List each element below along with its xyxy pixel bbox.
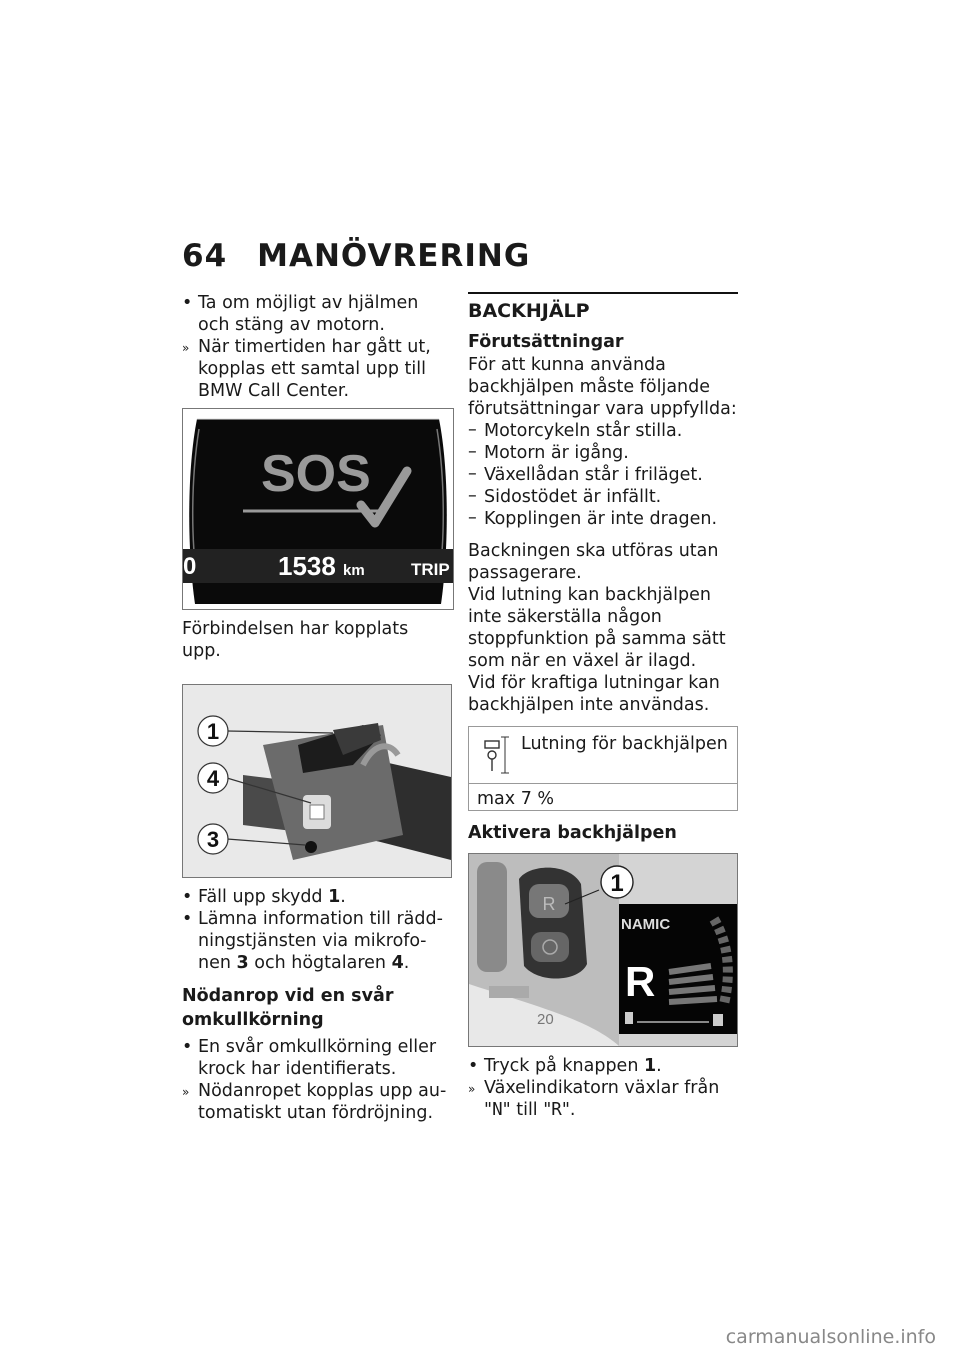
reverse-button-figure	[468, 853, 738, 1047]
paragraph: Vid för kraftiga lutningar kan backhjälpen inte användas.	[468, 673, 720, 715]
conditions-list	[468, 420, 738, 530]
trip-label: TRIP	[411, 560, 450, 579]
list-item-text: Motorn är igång.	[484, 443, 629, 463]
incline-icon	[481, 733, 515, 777]
fuel-icon	[713, 1014, 723, 1026]
callout-3: 3	[206, 827, 220, 852]
intro-paragraph: För att kunna använda backhjälpen måste följande förutsättningar vara uppfyllda:	[468, 355, 737, 419]
spec-value: max 7 %	[477, 789, 555, 809]
temperature-icon	[625, 1012, 633, 1024]
list-item: – Kopplingen är inte dragen.	[468, 508, 718, 529]
page-header	[182, 238, 530, 274]
list-item: – Motorn är igång.	[468, 442, 629, 463]
bullet-item: • En svår omkullkörning eller krock har identifierats.	[182, 1037, 437, 1079]
result-text: ".	[561, 1100, 576, 1120]
spec-label: Lutning för backhjälpen	[521, 734, 728, 754]
bullet-text: Lämna information till räddningstjänsten via mikrofonen	[198, 909, 443, 973]
right-column	[468, 292, 738, 1121]
result-item: » Nödanropet kopplas upp automatiskt utan fördröjning.	[182, 1081, 447, 1123]
riding-mode: NAMIC	[621, 916, 671, 933]
gear-code: N	[492, 1100, 503, 1120]
sos-display-figure	[182, 408, 454, 610]
result-item: » Växelindikatorn växlar från "N" till "R".	[468, 1078, 720, 1120]
subheading: Nödanrop vid en svår omkullkörning	[182, 986, 394, 1030]
list-item-text: Motorcykeln står stilla.	[484, 421, 683, 441]
result-text: Nödanropet kopplas upp automatiskt utan fördröjning.	[198, 1081, 447, 1123]
speed-20: 20	[537, 1011, 554, 1028]
r-button-label: R	[542, 894, 556, 914]
list-item-text: Sidostödet är infällt.	[484, 487, 662, 507]
paragraph: Vid lutning kan backhjälpen inte säkerställa någon stoppfunktion på samma sätt som när en växel är ilagd.	[468, 585, 726, 671]
bullet-text: och högtalaren	[248, 953, 392, 973]
ref-number: 4	[391, 953, 404, 973]
list-item: – Sidostödet är infällt.	[468, 486, 662, 507]
handlebar-graphic	[183, 685, 451, 877]
odometer-left-digit: 0	[183, 553, 197, 580]
subheading: Förutsättningar	[468, 332, 624, 352]
section-heading: BACKHJÄLP	[468, 292, 738, 322]
bullet-text: .	[340, 887, 346, 907]
ref-number: 1	[328, 887, 341, 907]
bullet-text: En svår omkullkörning eller krock har identifierats.	[198, 1037, 437, 1079]
sos-text: SOS	[261, 445, 371, 503]
list-item-text: Växellådan står i friläget.	[484, 465, 703, 485]
callout-1: 1	[206, 719, 220, 744]
page-number: 64	[182, 238, 228, 274]
bullet-text: Ta om möjligt av hjälmen och stäng av motorn.	[198, 293, 419, 335]
bullet-text: Tryck på knappen	[484, 1056, 644, 1076]
bullet-item: • Fäll upp skydd 1.	[182, 887, 346, 907]
bullet-text: Fäll upp skydd	[198, 887, 329, 907]
list-item-text: Kopplingen är inte dragen.	[484, 509, 718, 529]
spec-header	[469, 727, 737, 784]
subheading: Aktivera backhjälpen	[468, 823, 677, 843]
result-text: När timertiden har gått ut, kopplas ett samtal upp till BMW Call Center.	[198, 337, 431, 401]
result-text: " till "	[502, 1100, 552, 1120]
callout-4: 4	[206, 766, 220, 791]
reverse-button-graphic	[469, 854, 737, 1046]
handlebar-control-figure	[182, 684, 452, 878]
result-item: » När timertiden har gått ut, kopplas ett samtal upp till BMW Call Center.	[182, 337, 431, 401]
figure-caption: Förbindelsen har kopplats upp.	[182, 619, 409, 661]
list-item: – Motorcykeln står stilla.	[468, 420, 683, 441]
odometer-value: 1538	[278, 551, 336, 581]
sos-display-graphic	[183, 409, 453, 609]
bullet-item: • Tryck på knappen 1.	[468, 1056, 662, 1076]
chapter-title: MANÖVRERING	[257, 238, 531, 274]
gear-code: R	[551, 1100, 562, 1120]
watermark: carmanualsonline.info	[725, 1326, 936, 1348]
ref-number: 3	[236, 953, 249, 973]
bullet-text: .	[656, 1056, 662, 1076]
gear-indicator: R	[625, 958, 656, 1005]
callout-1: 1	[610, 870, 624, 897]
paragraph: Backningen ska utföras utan passagerare.	[468, 541, 719, 583]
result-text: Växelindikatorn växlar från "	[484, 1078, 720, 1120]
bullet-item: • Lämna information till räddningstjänsten via mikrofonen 3 och högtalaren 4.	[182, 909, 443, 973]
ref-number: 1	[643, 1056, 657, 1076]
left-column	[182, 292, 452, 1124]
spec-table	[468, 726, 738, 811]
spec-value-row	[469, 784, 737, 810]
bullet-text: .	[403, 953, 410, 973]
list-item: – Växellådan står i friläget.	[468, 464, 703, 485]
odometer-unit: km	[343, 562, 365, 579]
bullet-item: • Ta om möjligt av hjälmen och stäng av motorn.	[182, 293, 419, 335]
